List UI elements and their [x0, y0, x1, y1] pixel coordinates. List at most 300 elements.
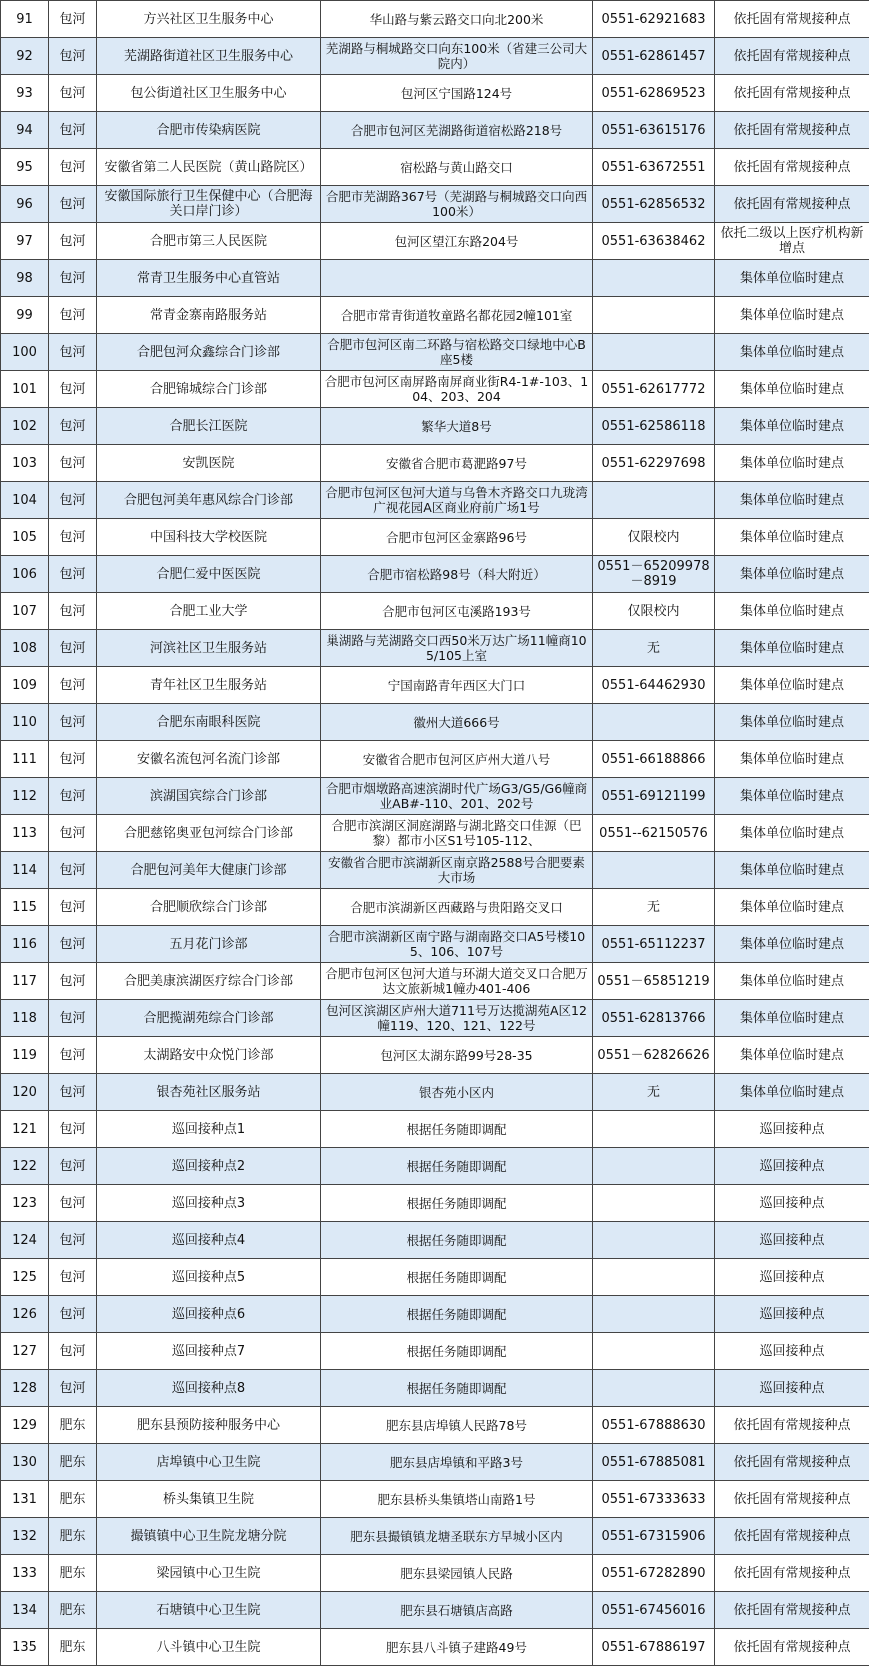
phone-cell — [593, 482, 715, 519]
row-number: 127 — [1, 1333, 49, 1370]
district-cell: 包河 — [49, 186, 97, 223]
phone-cell — [593, 1185, 715, 1222]
address-cell: 肥东县撮镇镇龙塘圣联东方早城小区内 — [321, 1518, 593, 1555]
address-cell: 合肥市包河区芜湖路街道宿松路218号 — [321, 112, 593, 149]
site-name-cell: 包公街道社区卫生服务中心 — [97, 75, 321, 112]
district-cell: 包河 — [49, 445, 97, 482]
phone-cell: 无 — [593, 1074, 715, 1111]
site-name-cell: 青年社区卫生服务站 — [97, 667, 321, 704]
address-cell: 合肥市滨湖区洞庭湖路与湖北路交口佳源（巴黎）都市小区S1号105-112、 — [321, 815, 593, 852]
row-number: 122 — [1, 1148, 49, 1185]
address-cell: 宁国南路青年西区大门口 — [321, 667, 593, 704]
phone-cell: 0551-64462930 — [593, 667, 715, 704]
district-cell: 包河 — [49, 260, 97, 297]
row-number: 103 — [1, 445, 49, 482]
row-number: 96 — [1, 186, 49, 223]
table-row — [1, 704, 869, 741]
table-row — [1, 1000, 869, 1037]
row-number: 133 — [1, 1555, 49, 1592]
phone-cell — [593, 1259, 715, 1296]
address-cell: 肥东县石塘镇店高路 — [321, 1592, 593, 1629]
phone-cell — [593, 1333, 715, 1370]
table-row — [1, 1629, 869, 1666]
district-cell: 包河 — [49, 1000, 97, 1037]
site-name-cell: 巡回接种点5 — [97, 1259, 321, 1296]
phone-cell: 0551-62617772 — [593, 371, 715, 408]
site-type-cell: 集体单位临时建点 — [715, 260, 869, 297]
table-row — [1, 1481, 869, 1518]
site-name-cell: 肥东县预防接种服务中心 — [97, 1407, 321, 1444]
site-type-cell: 依托固有常规接种点 — [715, 1481, 869, 1518]
site-type-cell: 依托固有常规接种点 — [715, 149, 869, 186]
site-type-cell: 依托固有常规接种点 — [715, 38, 869, 75]
address-cell: 包河区宁国路124号 — [321, 75, 593, 112]
phone-cell — [593, 852, 715, 889]
address-cell: 华山路与紫云路交口向北200米 — [321, 1, 593, 38]
phone-cell: 0551-67282890 — [593, 1555, 715, 1592]
row-number: 135 — [1, 1629, 49, 1666]
address-cell: 包河区望江东路204号 — [321, 223, 593, 260]
address-cell: 合肥市滨湖新区南宁路与湖南路交口A5号楼105、106、107号 — [321, 926, 593, 963]
phone-cell: 0551-67886197 — [593, 1629, 715, 1666]
site-name-cell: 巡回接种点4 — [97, 1222, 321, 1259]
row-number: 129 — [1, 1407, 49, 1444]
table-row — [1, 75, 869, 112]
phone-cell: 仅限校内 — [593, 593, 715, 630]
table-row — [1, 1, 869, 38]
site-type-cell: 集体单位临时建点 — [715, 704, 869, 741]
phone-cell: 0551-62861457 — [593, 38, 715, 75]
district-cell: 肥东 — [49, 1629, 97, 1666]
district-cell: 包河 — [49, 1296, 97, 1333]
site-type-cell: 集体单位临时建点 — [715, 297, 869, 334]
row-number: 125 — [1, 1259, 49, 1296]
address-cell: 合肥市常青街道牧童路名都花园2幢101室 — [321, 297, 593, 334]
site-type-cell: 依托固有常规接种点 — [715, 112, 869, 149]
phone-cell: 0551-66188866 — [593, 741, 715, 778]
phone-cell: 0551-62856532 — [593, 186, 715, 223]
site-type-cell: 集体单位临时建点 — [715, 741, 869, 778]
address-cell: 徽州大道666号 — [321, 704, 593, 741]
table-row — [1, 1296, 869, 1333]
district-cell: 包河 — [49, 297, 97, 334]
district-cell: 包河 — [49, 556, 97, 593]
row-number: 113 — [1, 815, 49, 852]
district-cell: 包河 — [49, 1333, 97, 1370]
site-name-cell: 合肥东南眼科医院 — [97, 704, 321, 741]
site-name-cell: 合肥包河美年大健康门诊部 — [97, 852, 321, 889]
table-row — [1, 371, 869, 408]
table-row — [1, 1407, 869, 1444]
phone-cell: 0551-62586118 — [593, 408, 715, 445]
address-cell: 合肥市宿松路98号（科大附近） — [321, 556, 593, 593]
site-type-cell: 依托固有常规接种点 — [715, 1518, 869, 1555]
phone-cell — [593, 1222, 715, 1259]
address-cell: 肥东县店埠镇和平路3号 — [321, 1444, 593, 1481]
district-cell: 包河 — [49, 1111, 97, 1148]
row-number: 111 — [1, 741, 49, 778]
phone-cell: 0551-65112237 — [593, 926, 715, 963]
site-type-cell: 集体单位临时建点 — [715, 519, 869, 556]
phone-cell: 仅限校内 — [593, 519, 715, 556]
phone-cell: 0551－62826626 — [593, 1037, 715, 1074]
district-cell: 包河 — [49, 926, 97, 963]
site-name-cell: 合肥美康滨湖医疗综合门诊部 — [97, 963, 321, 1000]
district-cell: 包河 — [49, 38, 97, 75]
district-cell: 包河 — [49, 112, 97, 149]
address-cell: 合肥市包河区包河大道与环湖大道交叉口合肥万达文旅新城1幢办401-406 — [321, 963, 593, 1000]
row-number: 102 — [1, 408, 49, 445]
phone-cell — [593, 297, 715, 334]
row-number: 107 — [1, 593, 49, 630]
address-cell: 合肥市芜湖路367号（芜湖路与桐城路交口向西100米） — [321, 186, 593, 223]
site-type-cell: 依托固有常规接种点 — [715, 1444, 869, 1481]
row-number: 104 — [1, 482, 49, 519]
table-row — [1, 38, 869, 75]
phone-cell: 0551-63638462 — [593, 223, 715, 260]
row-number: 94 — [1, 112, 49, 149]
phone-cell: 0551-62297698 — [593, 445, 715, 482]
site-name-cell: 巡回接种点1 — [97, 1111, 321, 1148]
site-name-cell: 合肥市第三人民医院 — [97, 223, 321, 260]
district-cell: 肥东 — [49, 1481, 97, 1518]
table-row — [1, 741, 869, 778]
site-name-cell: 常青金寨南路服务站 — [97, 297, 321, 334]
district-cell: 肥东 — [49, 1592, 97, 1629]
table-row — [1, 334, 869, 371]
phone-cell — [593, 704, 715, 741]
row-number: 124 — [1, 1222, 49, 1259]
address-cell: 繁华大道8号 — [321, 408, 593, 445]
district-cell: 包河 — [49, 815, 97, 852]
table-row — [1, 926, 869, 963]
table-body — [1, 1, 869, 1666]
phone-cell — [593, 1296, 715, 1333]
table-row — [1, 1148, 869, 1185]
phone-cell: 0551-69121199 — [593, 778, 715, 815]
site-type-cell: 依托固有常规接种点 — [715, 186, 869, 223]
row-number: 114 — [1, 852, 49, 889]
address-cell: 根据任务随即调配 — [321, 1296, 593, 1333]
site-type-cell: 集体单位临时建点 — [715, 926, 869, 963]
district-cell: 包河 — [49, 75, 97, 112]
row-number: 119 — [1, 1037, 49, 1074]
site-name-cell: 梁园镇中心卫生院 — [97, 1555, 321, 1592]
site-type-cell: 依托固有常规接种点 — [715, 1, 869, 38]
district-cell: 包河 — [49, 223, 97, 260]
row-number: 130 — [1, 1444, 49, 1481]
table-row — [1, 223, 869, 260]
district-cell: 包河 — [49, 852, 97, 889]
site-type-cell: 集体单位临时建点 — [715, 371, 869, 408]
row-number: 92 — [1, 38, 49, 75]
district-cell: 包河 — [49, 482, 97, 519]
site-name-cell: 合肥仁爱中医医院 — [97, 556, 321, 593]
phone-cell: 0551-67333633 — [593, 1481, 715, 1518]
site-type-cell: 巡回接种点 — [715, 1296, 869, 1333]
district-cell: 肥东 — [49, 1555, 97, 1592]
table-row — [1, 1037, 869, 1074]
row-number: 110 — [1, 704, 49, 741]
table-row — [1, 889, 869, 926]
phone-cell — [593, 1148, 715, 1185]
site-name-cell: 河滨社区卫生服务站 — [97, 630, 321, 667]
table-row — [1, 297, 869, 334]
row-number: 123 — [1, 1185, 49, 1222]
site-name-cell: 安徽省第二人民医院（黄山路院区） — [97, 149, 321, 186]
row-number: 106 — [1, 556, 49, 593]
district-cell: 包河 — [49, 149, 97, 186]
district-cell: 包河 — [49, 1185, 97, 1222]
table-row — [1, 186, 869, 223]
site-type-cell: 集体单位临时建点 — [715, 889, 869, 926]
table-row — [1, 1444, 869, 1481]
phone-cell: 0551-62813766 — [593, 1000, 715, 1037]
phone-cell: 0551－65209978－8919 — [593, 556, 715, 593]
phone-cell: 0551-63672551 — [593, 149, 715, 186]
site-type-cell: 集体单位临时建点 — [715, 963, 869, 1000]
address-cell: 巢湖路与芜湖路交口西50米万达广场11幢商105/105上室 — [321, 630, 593, 667]
row-number: 116 — [1, 926, 49, 963]
site-type-cell: 集体单位临时建点 — [715, 334, 869, 371]
site-name-cell: 店埠镇中心卫生院 — [97, 1444, 321, 1481]
row-number: 97 — [1, 223, 49, 260]
row-number: 128 — [1, 1370, 49, 1407]
site-name-cell: 石塘镇中心卫生院 — [97, 1592, 321, 1629]
phone-cell: 0551-67315906 — [593, 1518, 715, 1555]
table-row — [1, 1111, 869, 1148]
address-cell: 包河区滨湖区庐州大道711号万达揽湖苑A区12幢119、120、121、122号 — [321, 1000, 593, 1037]
site-name-cell: 巡回接种点7 — [97, 1333, 321, 1370]
table-row — [1, 1592, 869, 1629]
phone-cell: 0551-62869523 — [593, 75, 715, 112]
site-type-cell: 集体单位临时建点 — [715, 815, 869, 852]
table-row — [1, 260, 869, 297]
row-number: 131 — [1, 1481, 49, 1518]
district-cell: 包河 — [49, 1370, 97, 1407]
row-number: 115 — [1, 889, 49, 926]
site-name-cell: 合肥包河美年惠风综合门诊部 — [97, 482, 321, 519]
district-cell: 肥东 — [49, 1518, 97, 1555]
site-type-cell: 依托固有常规接种点 — [715, 75, 869, 112]
site-name-cell: 合肥工业大学 — [97, 593, 321, 630]
phone-cell — [593, 1111, 715, 1148]
table-row — [1, 1370, 869, 1407]
site-name-cell: 合肥锦城综合门诊部 — [97, 371, 321, 408]
address-cell: 合肥市包河区包河大道与乌鲁木齐路交口九珑湾广视花园A区商业府前广场1号 — [321, 482, 593, 519]
site-type-cell: 依托固有常规接种点 — [715, 1407, 869, 1444]
address-cell: 肥东县梁园镇人民路 — [321, 1555, 593, 1592]
district-cell: 包河 — [49, 593, 97, 630]
district-cell: 包河 — [49, 334, 97, 371]
table-row — [1, 482, 869, 519]
site-name-cell: 安徽名流包河名流门诊部 — [97, 741, 321, 778]
site-type-cell: 集体单位临时建点 — [715, 1000, 869, 1037]
site-name-cell: 巡回接种点3 — [97, 1185, 321, 1222]
row-number: 120 — [1, 1074, 49, 1111]
row-number: 105 — [1, 519, 49, 556]
site-type-cell: 巡回接种点 — [715, 1185, 869, 1222]
address-cell: 根据任务随即调配 — [321, 1222, 593, 1259]
phone-cell: 0551--62150576 — [593, 815, 715, 852]
site-type-cell: 集体单位临时建点 — [715, 852, 869, 889]
site-type-cell: 集体单位临时建点 — [715, 482, 869, 519]
row-number: 99 — [1, 297, 49, 334]
table-row — [1, 1259, 869, 1296]
district-cell: 包河 — [49, 889, 97, 926]
site-type-cell: 集体单位临时建点 — [715, 1037, 869, 1074]
site-name-cell: 合肥顺欣综合门诊部 — [97, 889, 321, 926]
table-row — [1, 593, 869, 630]
site-type-cell: 依托二级以上医疗机构新增点 — [715, 223, 869, 260]
site-name-cell: 巡回接种点6 — [97, 1296, 321, 1333]
site-name-cell: 撮镇镇中心卫生院龙塘分院 — [97, 1518, 321, 1555]
table-row — [1, 667, 869, 704]
address-cell: 宿松路与黄山路交口 — [321, 149, 593, 186]
table-row — [1, 778, 869, 815]
district-cell: 包河 — [49, 408, 97, 445]
address-cell: 肥东县店埠镇人民路78号 — [321, 1407, 593, 1444]
address-cell: 根据任务随即调配 — [321, 1185, 593, 1222]
table-row — [1, 1074, 869, 1111]
table-row — [1, 1518, 869, 1555]
district-cell: 包河 — [49, 1222, 97, 1259]
address-cell: 安徽省合肥市包河区庐州大道八号 — [321, 741, 593, 778]
row-number: 109 — [1, 667, 49, 704]
address-cell: 根据任务随即调配 — [321, 1148, 593, 1185]
site-type-cell: 巡回接种点 — [715, 1259, 869, 1296]
phone-cell: 无 — [593, 889, 715, 926]
phone-cell — [593, 260, 715, 297]
site-name-cell: 安凯医院 — [97, 445, 321, 482]
site-name-cell: 合肥慈铭奥亚包河综合门诊部 — [97, 815, 321, 852]
table-row — [1, 630, 869, 667]
site-name-cell: 滨湖国宾综合门诊部 — [97, 778, 321, 815]
district-cell: 包河 — [49, 1, 97, 38]
site-type-cell: 集体单位临时建点 — [715, 778, 869, 815]
phone-cell: 0551-62921683 — [593, 1, 715, 38]
site-name-cell: 银杏苑社区服务站 — [97, 1074, 321, 1111]
site-name-cell: 芜湖路街道社区卫生服务中心 — [97, 38, 321, 75]
address-cell: 合肥市包河区屯溪路193号 — [321, 593, 593, 630]
site-type-cell: 巡回接种点 — [715, 1222, 869, 1259]
site-name-cell: 合肥长江医院 — [97, 408, 321, 445]
address-cell: 根据任务随即调配 — [321, 1111, 593, 1148]
address-cell: 银杏苑小区内 — [321, 1074, 593, 1111]
site-name-cell: 合肥市传染病医院 — [97, 112, 321, 149]
site-type-cell: 集体单位临时建点 — [715, 593, 869, 630]
site-type-cell: 集体单位临时建点 — [715, 445, 869, 482]
site-name-cell: 合肥揽湖苑综合门诊部 — [97, 1000, 321, 1037]
address-cell: 根据任务随即调配 — [321, 1370, 593, 1407]
table-row — [1, 1555, 869, 1592]
site-type-cell: 依托固有常规接种点 — [715, 1555, 869, 1592]
district-cell: 包河 — [49, 630, 97, 667]
address-cell: 合肥市烟墩路高速滨湖时代广场G3/G5/G6幢商业AB#-110、201、202号 — [321, 778, 593, 815]
row-number: 132 — [1, 1518, 49, 1555]
row-number: 121 — [1, 1111, 49, 1148]
district-cell: 包河 — [49, 1148, 97, 1185]
table-row — [1, 852, 869, 889]
site-name-cell: 安徽国际旅行卫生保健中心（合肥海关口岸门诊） — [97, 186, 321, 223]
address-cell: 安徽省合肥市葛淝路97号 — [321, 445, 593, 482]
district-cell: 包河 — [49, 1037, 97, 1074]
site-type-cell: 集体单位临时建点 — [715, 630, 869, 667]
row-number: 93 — [1, 75, 49, 112]
phone-cell: 0551-67888630 — [593, 1407, 715, 1444]
site-name-cell: 八斗镇中心卫生院 — [97, 1629, 321, 1666]
district-cell: 包河 — [49, 1259, 97, 1296]
address-cell: 合肥市包河区金寨路96号 — [321, 519, 593, 556]
site-name-cell: 巡回接种点2 — [97, 1148, 321, 1185]
address-cell — [321, 260, 593, 297]
row-number: 134 — [1, 1592, 49, 1629]
district-cell: 包河 — [49, 778, 97, 815]
row-number: 126 — [1, 1296, 49, 1333]
table-row — [1, 408, 869, 445]
row-number: 112 — [1, 778, 49, 815]
table-row — [1, 519, 869, 556]
site-type-cell: 巡回接种点 — [715, 1333, 869, 1370]
table-row — [1, 1222, 869, 1259]
site-type-cell: 集体单位临时建点 — [715, 667, 869, 704]
district-cell: 包河 — [49, 741, 97, 778]
phone-cell: 0551-67885081 — [593, 1444, 715, 1481]
site-name-cell: 五月花门诊部 — [97, 926, 321, 963]
district-cell: 包河 — [49, 667, 97, 704]
site-type-cell: 集体单位临时建点 — [715, 1074, 869, 1111]
site-type-cell: 依托固有常规接种点 — [715, 1592, 869, 1629]
table-row — [1, 445, 869, 482]
address-cell: 肥东县桥头集镇塔山南路1号 — [321, 1481, 593, 1518]
district-cell: 肥东 — [49, 1444, 97, 1481]
table-row — [1, 149, 869, 186]
phone-cell: 0551-67456016 — [593, 1592, 715, 1629]
district-cell: 包河 — [49, 519, 97, 556]
site-type-cell: 巡回接种点 — [715, 1370, 869, 1407]
district-cell: 肥东 — [49, 1407, 97, 1444]
phone-cell — [593, 1370, 715, 1407]
table-row — [1, 963, 869, 1000]
address-cell: 芜湖路与桐城路交口向东100米（省建三公司大院内） — [321, 38, 593, 75]
district-cell: 包河 — [49, 1074, 97, 1111]
site-name-cell: 常青卫生服务中心直管站 — [97, 260, 321, 297]
address-cell: 合肥市包河区南屏路南屏商业街R4-1#-103、104、203、204 — [321, 371, 593, 408]
phone-cell: 无 — [593, 630, 715, 667]
site-type-cell: 集体单位临时建点 — [715, 408, 869, 445]
row-number: 117 — [1, 963, 49, 1000]
table-row — [1, 1333, 869, 1370]
address-cell: 安徽省合肥市滨湖新区南京路2588号合肥要素大市场 — [321, 852, 593, 889]
site-type-cell: 巡回接种点 — [715, 1111, 869, 1148]
site-type-cell: 依托固有常规接种点 — [715, 1629, 869, 1666]
site-type-cell: 巡回接种点 — [715, 1148, 869, 1185]
table-row — [1, 815, 869, 852]
address-cell: 根据任务随即调配 — [321, 1333, 593, 1370]
district-cell: 包河 — [49, 963, 97, 1000]
address-cell: 包河区太湖东路99号28-35 — [321, 1037, 593, 1074]
row-number: 101 — [1, 371, 49, 408]
site-name-cell: 巡回接种点8 — [97, 1370, 321, 1407]
phone-cell — [593, 334, 715, 371]
row-number: 108 — [1, 630, 49, 667]
site-name-cell: 合肥包河众鑫综合门诊部 — [97, 334, 321, 371]
site-name-cell: 太湖路安中众悦门诊部 — [97, 1037, 321, 1074]
district-cell: 包河 — [49, 371, 97, 408]
address-cell: 合肥市包河区南二环路与宿松路交口绿地中心B座5楼 — [321, 334, 593, 371]
table-row — [1, 1185, 869, 1222]
row-number: 118 — [1, 1000, 49, 1037]
